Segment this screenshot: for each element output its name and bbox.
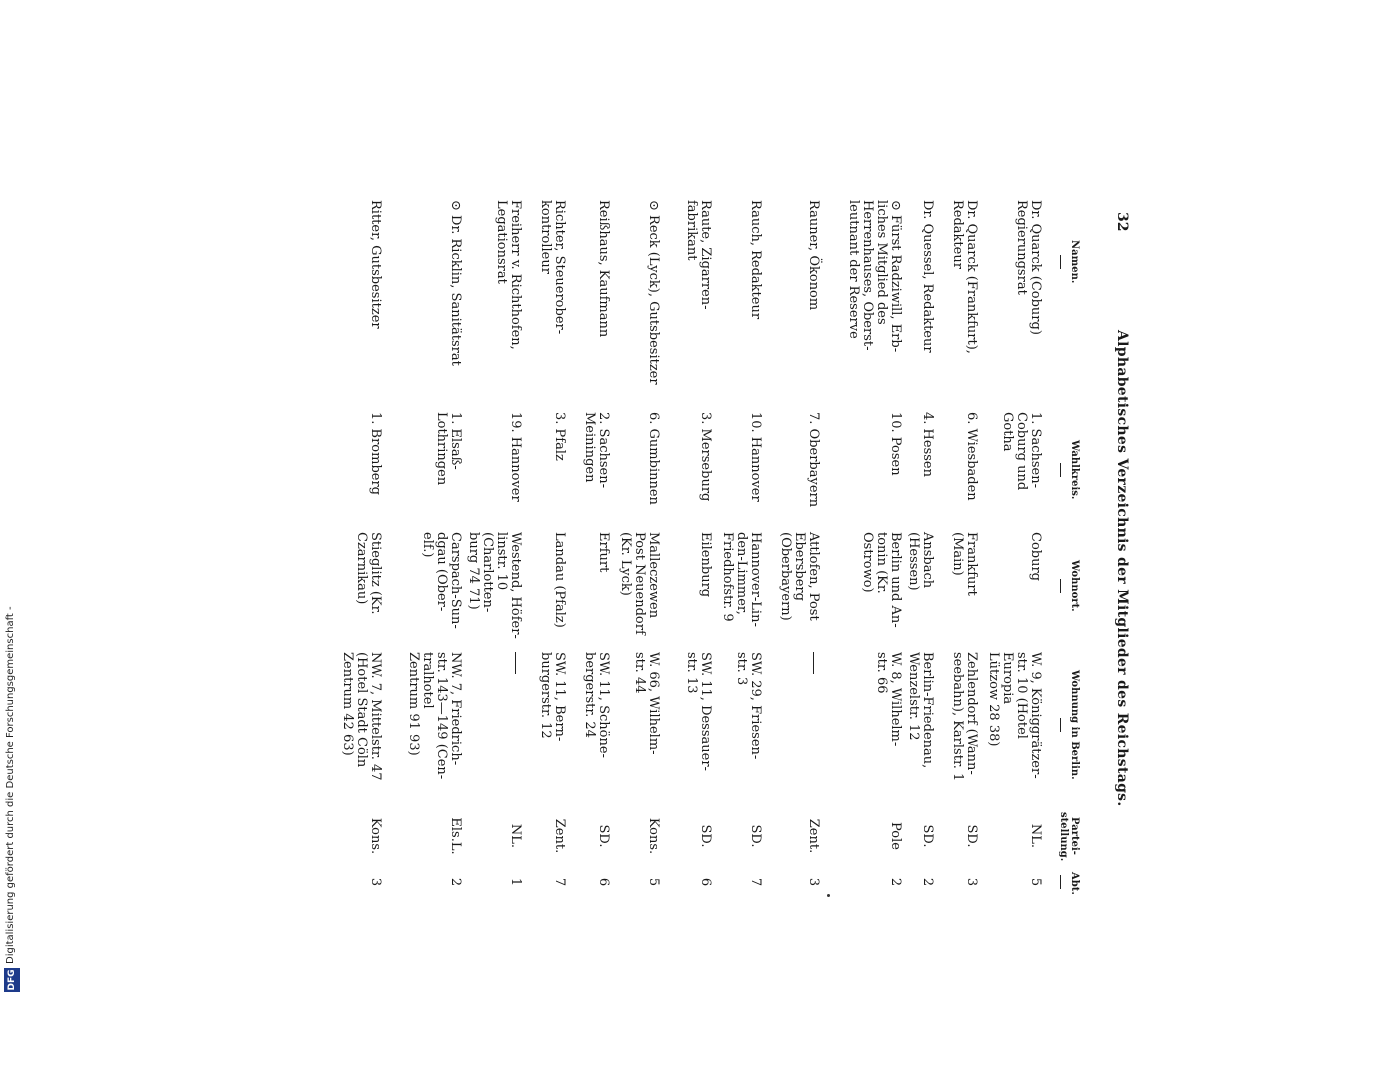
- member-name: Reißhaus, Kaufmann: [596, 200, 611, 338]
- table-row: [342, 200, 382, 1080]
- member-name: ⊙ Dr. Ricklin, Sanitätsrat: [448, 200, 463, 366]
- digitization-footer: [2, 0, 22, 1000]
- table-row: [620, 200, 660, 1080]
- party-affiliation: SD.: [748, 824, 763, 848]
- section-number: 3: [806, 877, 821, 887]
- table-row: [938, 200, 978, 1080]
- electoral-district: 19. Hannover: [508, 412, 523, 502]
- party-affiliation: Pole: [888, 822, 903, 850]
- table-row: [570, 200, 610, 1080]
- party-affiliation: Zent.: [806, 818, 821, 854]
- dfg-logo: DFG: [4, 968, 20, 992]
- table-row: [526, 200, 566, 1080]
- residence: Berlin und An- tonin (Kr. Ostrowo): [860, 532, 903, 628]
- member-name: Dr. Quarck (Coburg) Regierungsrat: [1014, 200, 1043, 335]
- column-header-berlin: Wohnung in Berlin.: [1060, 670, 1080, 780]
- section-number: 5: [1028, 877, 1043, 887]
- electoral-district: 1. Sachsen- Coburg und Gotha: [1000, 412, 1043, 491]
- member-name: Rauner, Ökonom: [806, 200, 821, 311]
- residence: Ansbach (Hessen): [906, 532, 935, 591]
- electoral-district: 1. Elsaß- Lothringen: [434, 412, 463, 486]
- ink-dot: [827, 894, 830, 897]
- rotated-page: [250, 200, 1130, 895]
- electoral-district: 6. Gumbinnen: [646, 412, 661, 505]
- member-name: Dr. Quarck (Frankfurt), Redakteur: [950, 200, 979, 354]
- residence: Carspach-Sun- dgau (Ober- elf.): [420, 532, 463, 629]
- party-affiliation: Els.L.: [448, 817, 463, 855]
- berlin-address: SW. 11, Schöne- bergerstr. 24: [582, 652, 611, 758]
- section-number: 6: [698, 877, 713, 887]
- empty-dash: [515, 652, 516, 674]
- section-number: 3: [964, 877, 979, 887]
- section-number: 7: [748, 877, 763, 887]
- footer-text: Digitalisierung gefördert durch die Deutsche Forschungsgemeinschaft -: [5, 606, 16, 964]
- table-row: [986, 200, 1043, 1080]
- table-row: [846, 200, 903, 1080]
- table-row: [406, 200, 463, 1080]
- section-number: 2: [920, 877, 935, 887]
- member-name: Freiherr v. Richthofen, Legationsrat: [494, 200, 523, 350]
- section-number: 3: [368, 877, 383, 887]
- party-affiliation: Zent.: [552, 818, 567, 854]
- party-affiliation: Kons.: [368, 817, 383, 855]
- residence: Hannover-Lin- den-Limmer, Friedhofstr. 9: [720, 532, 763, 627]
- electoral-district: 3. Pfalz: [552, 412, 567, 461]
- member-name: Ritter, Gutsbesitzer: [368, 200, 383, 329]
- section-number: 5: [646, 877, 661, 887]
- party-affiliation: Kons.: [646, 817, 661, 855]
- residence: Eilenburg: [698, 532, 713, 598]
- member-name: Raute, Zigarren- fabrikant: [684, 200, 713, 310]
- residence: Coburg: [1028, 532, 1043, 582]
- berlin-address: NW. 7, Mittelstr. 47 (Hotel Stadt Cöln Zentrum 42 63): [340, 652, 383, 781]
- column-header-section: Abt.: [1060, 872, 1080, 892]
- electoral-district: 6. Wiesbaden: [964, 412, 979, 501]
- berlin-address: W. 9, Königgrätzer- str. 10 (Hotel Europia Lützow 28 38): [986, 652, 1043, 779]
- column-header-party: Partei- stellung.: [1058, 812, 1080, 862]
- electoral-district: 2. Sachsen- Meiningen: [582, 412, 611, 488]
- section-number: 2: [448, 877, 463, 887]
- table-row: [780, 200, 820, 1080]
- electoral-district: 3. Merseburg: [698, 412, 713, 502]
- member-name: Dr. Quessel, Redakteur: [920, 200, 935, 353]
- berlin-address: SW. 29, Friesen- str. 3: [734, 652, 763, 760]
- member-name: Richter, Steuerober- kontrolleur: [538, 200, 567, 335]
- berlin-address: NW. 7, Friedrich- str. 143—149 (Cen- tralhotel Zentrum 91 93): [406, 652, 463, 780]
- residence: Westend, Höfer- linstr. 10 (Charlotten- burg 74 71): [466, 532, 523, 639]
- section-number: 7: [552, 877, 567, 887]
- residence: Attlofen, Post Ebersberg (Oberbayern): [778, 532, 821, 621]
- member-name: ⊙ Reck (Lyck), Gutsbesitzer: [646, 200, 661, 385]
- table-row: [466, 200, 523, 1080]
- section-number: 6: [596, 877, 611, 887]
- electoral-district: 10. Hannover: [748, 412, 763, 502]
- berlin-address: SW. 11, Bern- burgerstr. 12: [538, 652, 567, 742]
- column-header-name: Namen.: [1060, 240, 1080, 283]
- electoral-district: 4. Hessen: [920, 412, 935, 477]
- empty-dash: [813, 652, 814, 674]
- party-affiliation: SD.: [596, 824, 611, 848]
- residence: Landau (Pfalz): [552, 532, 567, 628]
- party-affiliation: NL.: [508, 823, 523, 849]
- party-affiliation: SD.: [698, 824, 713, 848]
- berlin-address: SW. 11, Dessauer- str. 13: [684, 652, 713, 771]
- residence: Erfurt: [596, 532, 611, 573]
- page-title: Alphabetisches Verzeichnis der Mitglieder des Reichstags.: [1114, 330, 1130, 807]
- member-name: ⊙ Fürst Radziwill, Erb- liches Mitglied des Herrenhauses, Oberst- leutnant der Reserve: [846, 200, 903, 353]
- table-row: [722, 200, 762, 1080]
- residence: Stieglitz (Kr. Czarnikau): [354, 532, 383, 615]
- electoral-district: 10. Posen: [888, 412, 903, 476]
- section-number: 2: [888, 877, 903, 887]
- residence: Frankfurt (Main): [950, 532, 979, 596]
- electoral-district: 1. Bromberg: [368, 412, 383, 496]
- residence: Malleczewen Post Neuendorf (Kr. Lyck): [618, 532, 661, 635]
- berlin-address: Zehlendorf (Wann- seebahn), Karlstr. 1: [950, 652, 979, 782]
- berlin-address: [806, 652, 820, 802]
- berlin-address: [508, 652, 522, 802]
- section-number: 1: [508, 877, 523, 887]
- party-affiliation: NL.: [1028, 823, 1043, 849]
- table-row: [672, 200, 712, 1080]
- electoral-district: 7. Oberbayern: [806, 412, 821, 508]
- column-header-place: Wohnort.: [1060, 560, 1080, 612]
- berlin-address: W. 8, Wilhelm- str. 66: [874, 652, 903, 747]
- party-affiliation: SD.: [964, 824, 979, 848]
- page-number: 32: [1114, 212, 1130, 232]
- member-name: Rauch, Redakteur: [748, 200, 763, 320]
- column-header-district: Wahlkreis.: [1060, 440, 1080, 499]
- berlin-address: Berlin-Friedenau, Wenzelstr. 12: [906, 652, 935, 769]
- berlin-address: W. 66, Wilhelm- str. 44: [632, 652, 661, 755]
- party-affiliation: SD.: [920, 824, 935, 848]
